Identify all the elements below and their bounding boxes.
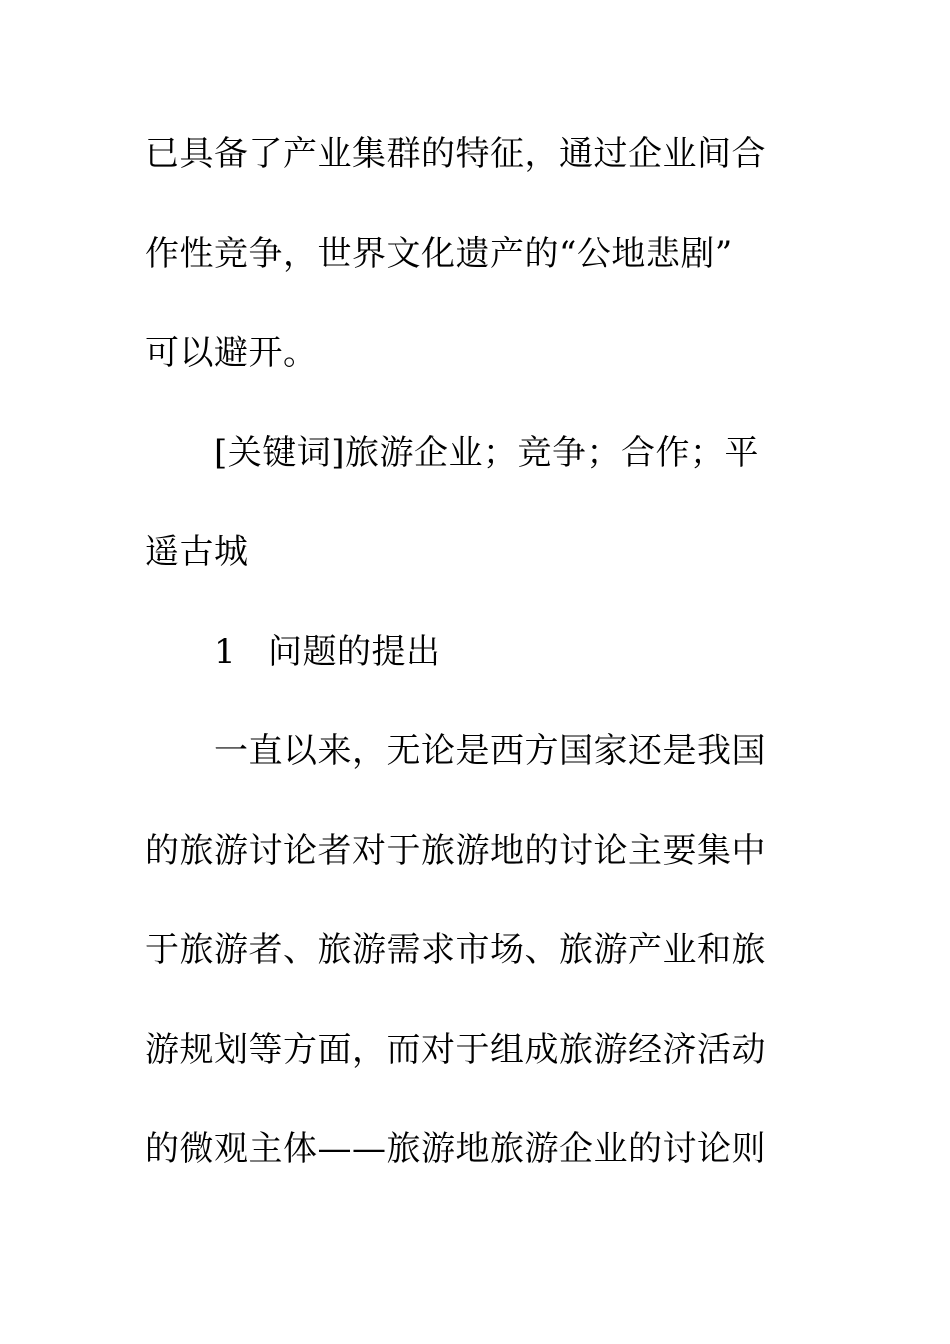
body-text-line: 的旅游讨论者对于旅游地的讨论主要集中 [145, 831, 766, 871]
body-text-line: 一直以来，无论是西方国家还是我国 [214, 731, 766, 771]
section-title: 问题的提出 [268, 632, 441, 672]
keywords-line: [关键词]旅游企业；竞争；合作；平 [214, 433, 760, 473]
body-text-line: 游规划等方面，而对于组成旅游经济活动 [145, 1030, 766, 1070]
body-text-line: 可以避开。 [145, 333, 318, 373]
section-number: 1 [214, 632, 237, 672]
body-text-line: 于旅游者、旅游需求市场、旅游产业和旅 [145, 930, 766, 970]
body-text-line: 的微观主体——旅游地旅游企业的讨论则 [145, 1129, 766, 1169]
body-text-line: 已具备了产业集群的特征，通过企业间合 [145, 134, 766, 174]
body-text-line: 作性竞争，世界文化遗产的“公地悲剧” [145, 234, 733, 274]
section-heading [214, 632, 441, 672]
keywords-line: 遥古城 [145, 532, 249, 572]
